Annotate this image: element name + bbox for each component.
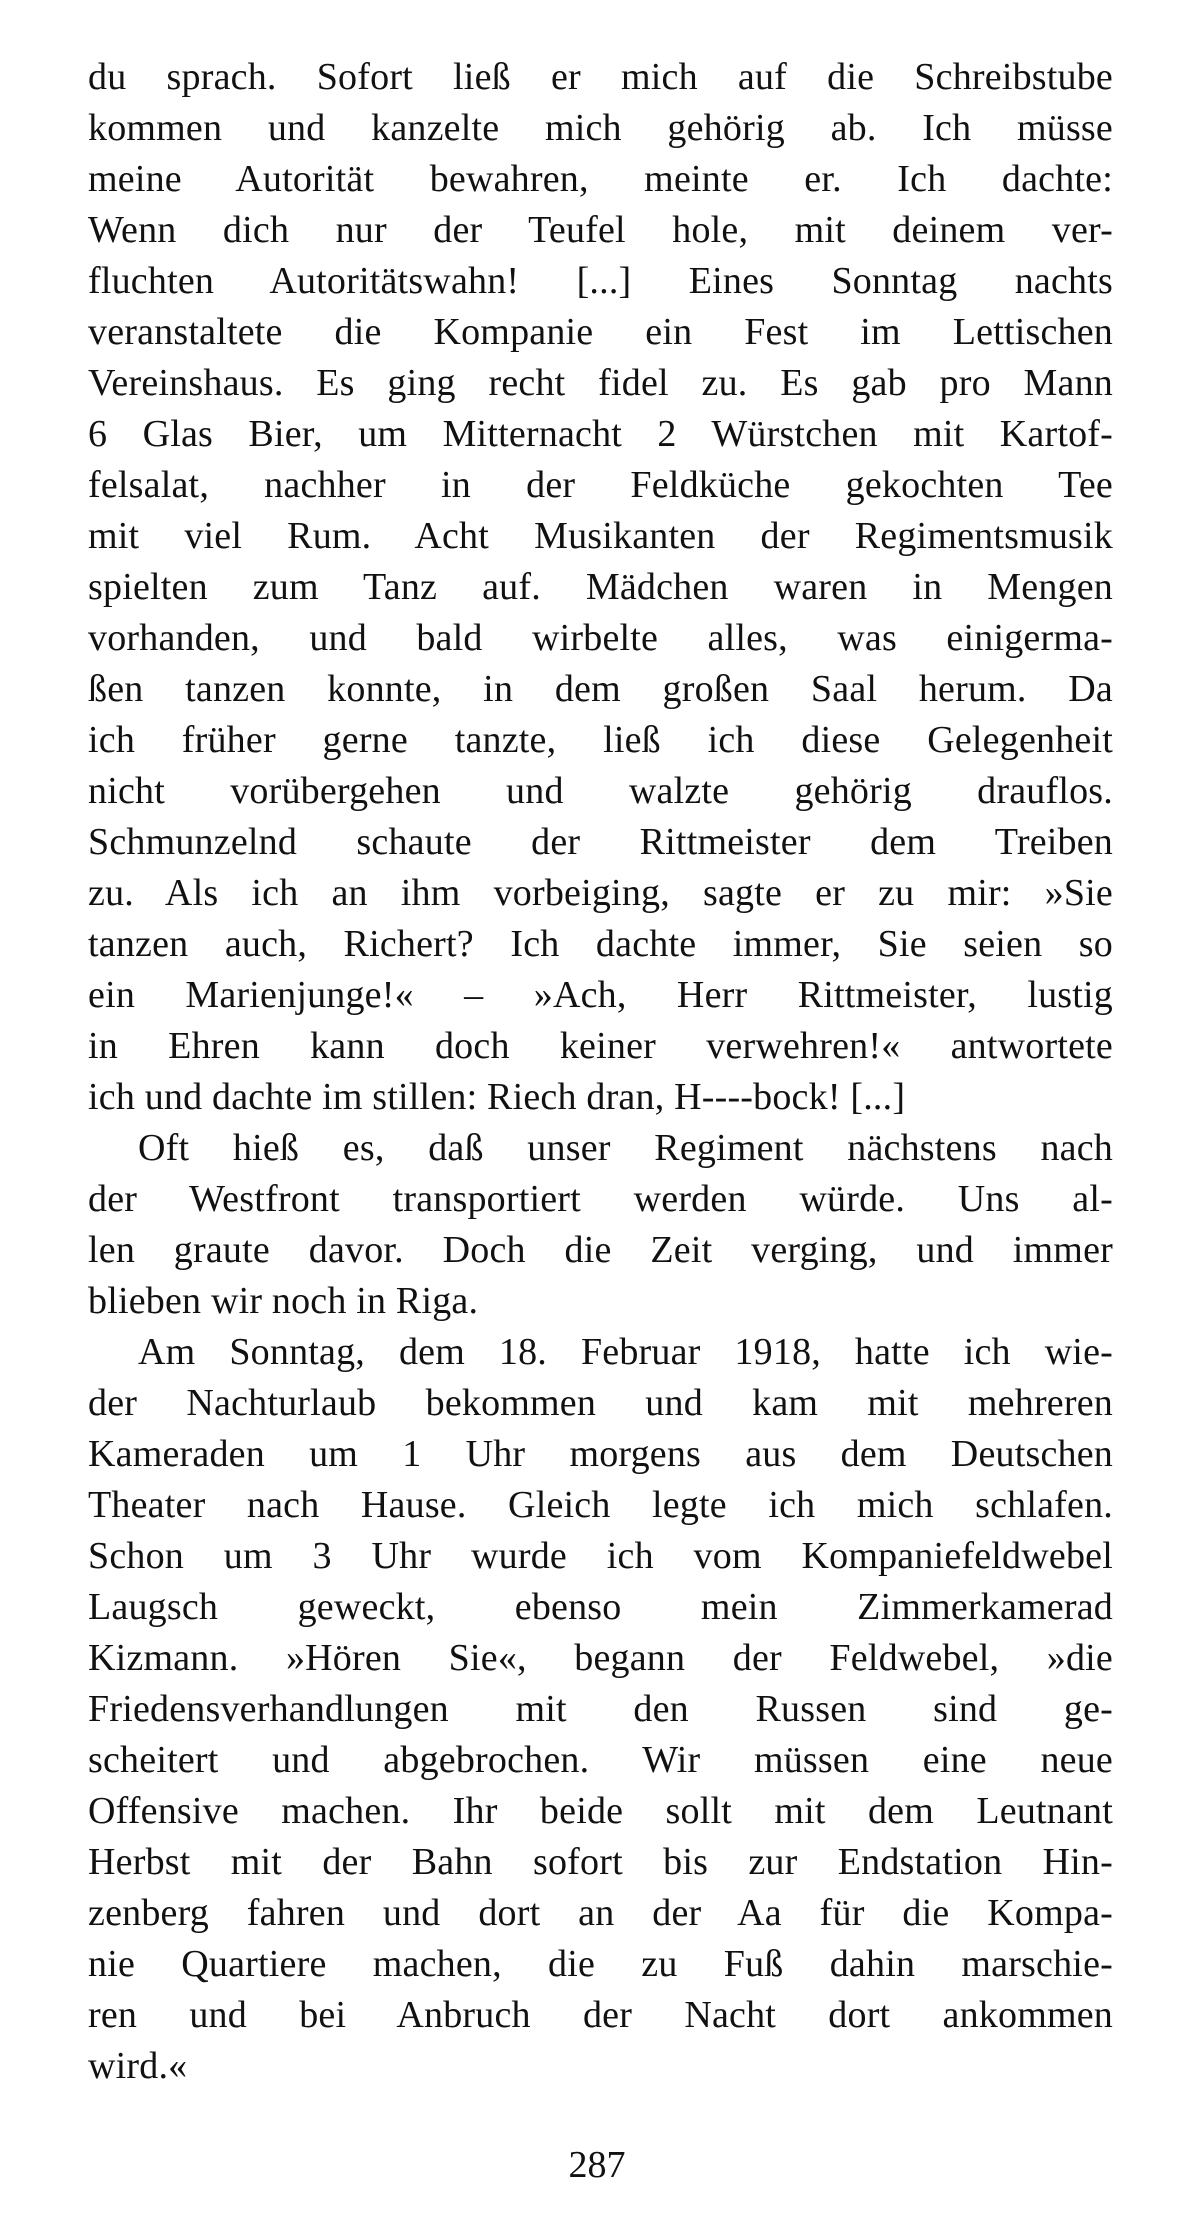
text-line: veranstaltete die Kompanie ein Fest im Lettischen xyxy=(88,311,1113,353)
text-line: nie Quartiere machen, die zu Fuß dahin marschie- xyxy=(88,1943,1113,1985)
text-line: ßen tanzen konnte, in dem großen Saal herum. Da xyxy=(88,668,1113,710)
text-line: ich früher gerne tanzte, ließ ich diese Gelegenheit xyxy=(88,719,1113,761)
text-line: zenberg fahren und dort an der Aa für die Kompa- xyxy=(88,1892,1113,1934)
text-line: Vereinshaus. Es ging recht fidel zu. Es gab pro Mann xyxy=(88,362,1113,404)
text-line: kommen und kanzelte mich gehörig ab. Ich müsse xyxy=(88,107,1113,149)
text-line: mit viel Rum. Acht Musikanten der Regimentsmusik xyxy=(88,515,1113,557)
text-line: der Nachturlaub bekommen und kam mit mehreren xyxy=(88,1382,1113,1424)
text-line: 6 Glas Bier, um Mitternacht 2 Würstchen mit Kartof- xyxy=(88,413,1113,455)
text-line: blieben wir noch in Riga. xyxy=(88,1280,479,1322)
text-line: Friedensverhandlungen mit den Russen sind ge- xyxy=(88,1688,1113,1730)
text-line: fluchten Autoritätswahn! [...] Eines Sonntag nachts xyxy=(88,260,1113,302)
text-line: Offensive machen. Ihr beide sollt mit dem Leutnant xyxy=(88,1790,1113,1832)
paragraph xyxy=(88,1327,1113,2092)
text-line: zu. Als ich an ihm vorbeiging, sagte er zu mir: »Sie xyxy=(88,872,1113,914)
text-line: ein Marienjunge!« – »Ach, Herr Rittmeister, lustig xyxy=(88,974,1113,1016)
paragraph xyxy=(88,52,1113,1123)
text-line: Oft hieß es, daß unser Regiment nächstens nach xyxy=(138,1127,1113,1169)
text-line: wird.« xyxy=(88,2045,188,2087)
text-line: der Westfront transportiert werden würde. Uns al- xyxy=(88,1178,1113,1220)
text-line: scheitert und abgebrochen. Wir müssen eine neue xyxy=(88,1739,1113,1781)
text-line: felsalat, nachher in der Feldküche gekochten Tee xyxy=(88,464,1113,506)
text-line: len graute davor. Doch die Zeit verging, und immer xyxy=(88,1229,1113,1271)
text-line: Kameraden um 1 Uhr morgens aus dem Deutschen xyxy=(88,1433,1113,1475)
page-number: 287 xyxy=(568,2144,626,2186)
text-line: Wenn dich nur der Teufel hole, mit deinem ver- xyxy=(88,209,1113,251)
text-line: Am Sonntag, dem 18. Februar 1918, hatte ich wie- xyxy=(138,1331,1113,1373)
text-line: du sprach. Sofort ließ er mich auf die Schreibstube xyxy=(88,56,1113,98)
text-line: vorhanden, und bald wirbelte alles, was einigerma- xyxy=(88,617,1113,659)
text-line: ich und dachte im stillen: Riech dran, H----bock! [...] xyxy=(88,1076,906,1118)
text-line: Herbst mit der Bahn sofort bis zur Endstation Hin- xyxy=(88,1841,1113,1883)
body-text xyxy=(88,52,1113,2092)
text-line: in Ehren kann doch keiner verwehren!« antwortete xyxy=(88,1025,1113,1067)
text-line: ren und bei Anbruch der Nacht dort ankommen xyxy=(88,1994,1113,2036)
text-line: spielten zum Tanz auf. Mädchen waren in Mengen xyxy=(88,566,1113,608)
text-line: Kizmann. »Hören Sie«, begann der Feldwebel, »die xyxy=(88,1637,1113,1679)
text-line: tanzen auch, Richert? Ich dachte immer, Sie seien so xyxy=(88,923,1113,965)
paragraph xyxy=(88,1123,1113,1327)
text-line: meine Autorität bewahren, meinte er. Ich dachte: xyxy=(88,158,1113,200)
text-line: Schon um 3 Uhr wurde ich vom Kompaniefeldwebel xyxy=(88,1535,1113,1577)
text-line: Theater nach Hause. Gleich legte ich mich schlafen. xyxy=(88,1484,1113,1526)
text-line: Schmunzelnd schaute der Rittmeister dem Treiben xyxy=(88,821,1113,863)
text-line: nicht vorübergehen und walzte gehörig drauflos. xyxy=(88,770,1113,812)
text-line: Laugsch geweckt, ebenso mein Zimmerkamerad xyxy=(88,1586,1113,1628)
